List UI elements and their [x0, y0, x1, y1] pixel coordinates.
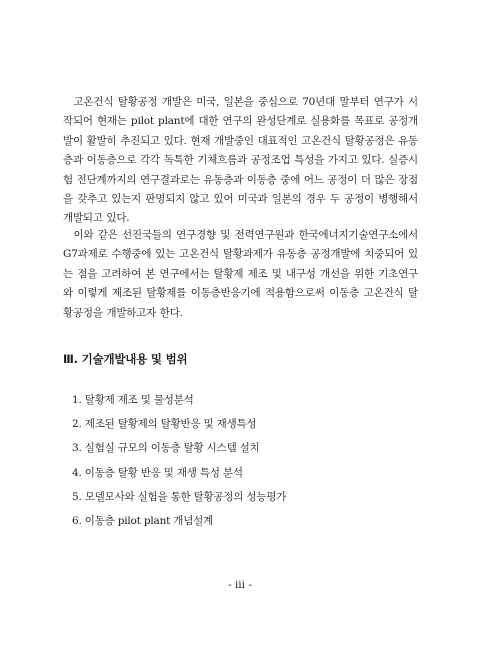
development-scope-list [72, 388, 286, 533]
section-heading: Ⅲ. 기술개발내용 및 범위 [63, 352, 188, 366]
list-item: 1. 탈황제 제조 및 물성분석 [72, 394, 194, 406]
list-item: 4. 이동층 탈황 반응 및 재생 특성 분석 [72, 466, 243, 479]
list-item: 5. 모델모사와 실험을 통한 탈황공정의 성능평가 [72, 490, 287, 503]
list-item: 3. 실험실 규모의 이동층 탈황 시스템 설치 [72, 442, 260, 455]
list-item: 6. 이동층 pilot plant 개념설계 [72, 514, 214, 527]
body-paragraph-2: 이와 같은 선진국들의 연구경향 및 전력연구원과 한국에너지기술연구소에서 G7과제로 수행중에 있는 고온건식 탈황과제가 유동층 공정개발에 치중되어 있는 점을 고려하여 본 연구에서는 탈황제 제조 및 내구성 개선을 위한 기초연구와 이렇게 제조된 탈황제를 이동층반응기에 적용함으로써 이동층 고온건식 탈황공정을 개발하고자 한다. [63, 229, 418, 319]
page-number: - iii - [228, 579, 252, 591]
list-item: 2. 제조된 탈황제의 탈황반응 및 재생특성 [72, 418, 257, 431]
body-paragraph-1: 고온건식 탈황공정 개발은 미국, 일본을 중심으로 70년대 말부터 연구가 시작되어 현재는 pilot plant에 대한 연구의 완성단계로 실용화를 목표로 공정개발이 활발히 추진되고 있다. 현재 개발중인 대표적인 고온건식 탈황공정은 유동층과 이동층으로 각각 독특한 기체흐름과 공정조업 특성을 가지고 있다. 실증시험 전단계까지의 연구결과로는 유동층과 이동층 중에 어느 공정이 더 많은 장점을 갖추고 있는지 판명되지 않고 있어 미국과 일본의 경우 두 공정이 병행해서 개발되고 있다. [63, 96, 418, 225]
